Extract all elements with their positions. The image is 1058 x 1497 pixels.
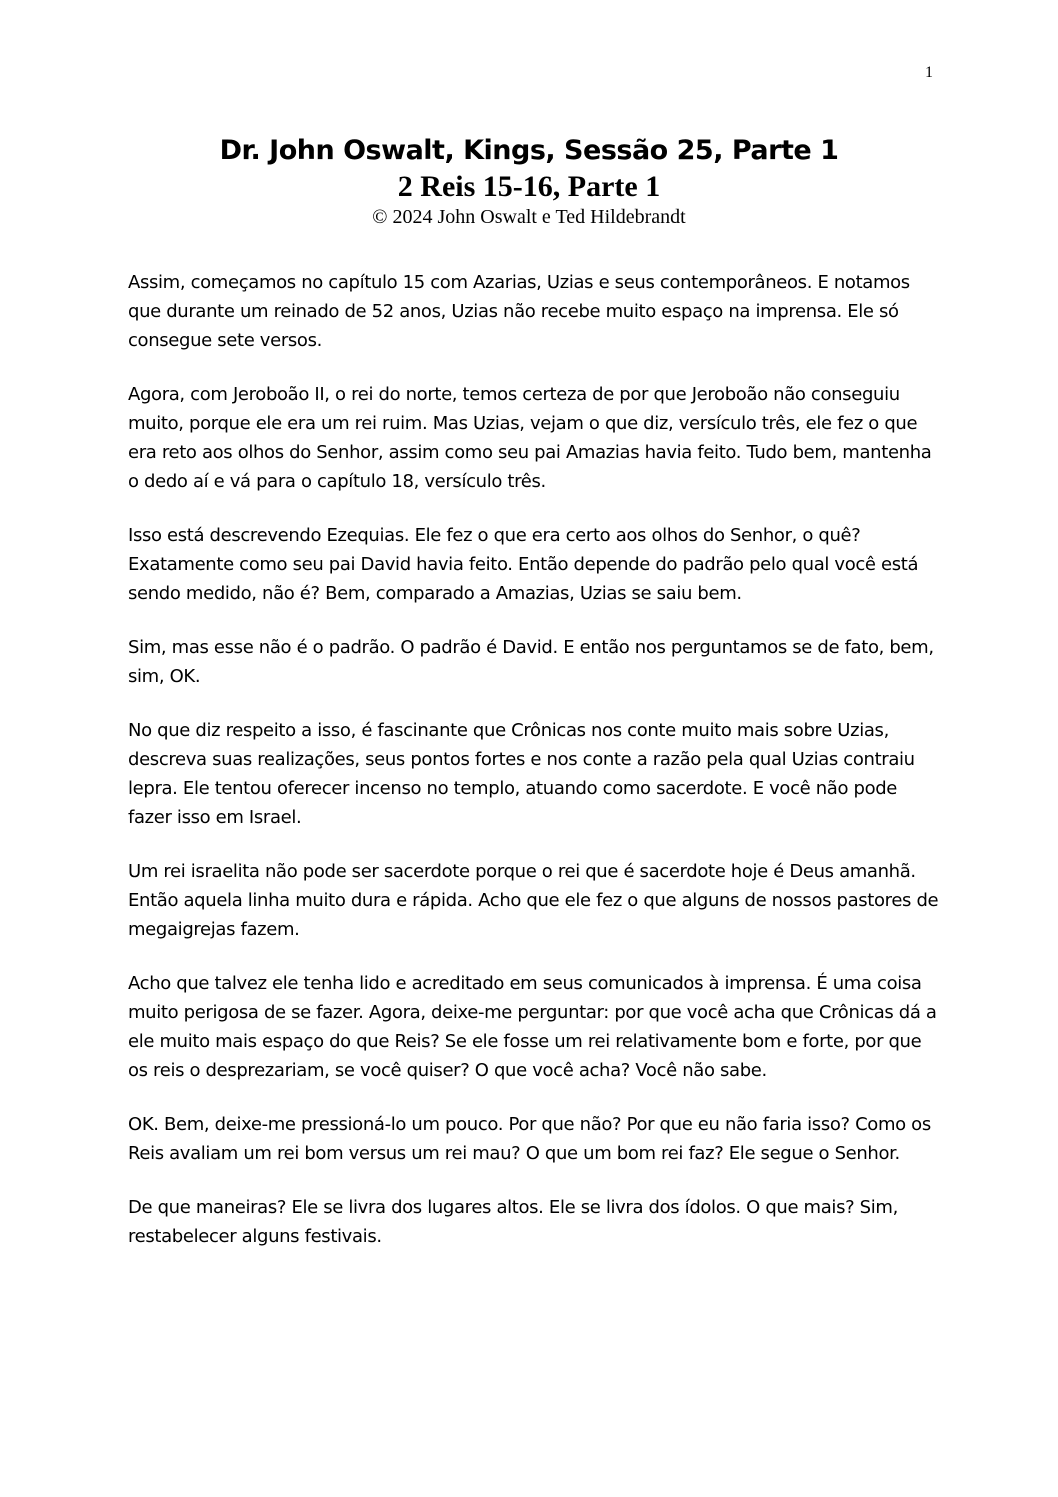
paragraph-7: Acho que talvez ele tenha lido e acreditado em seus comunicados à imprensa. É uma coisa muito perigosa de se fazer. Agora, deixe-me perguntar: por que você acha que Crônicas dá a ele muito mais espaço do que Reis? Se ele fosse um rei relativamente bom e forte, por que os reis o desprezariam, se você quiser? O que você acha? Você não sabe.	[128, 973, 937, 1081]
paragraph-4: Sim, mas esse não é o padrão. O padrão é David. E então nos perguntamos se de fato, bem, sim, OK.	[128, 637, 934, 687]
paragraph-1: Assim, começamos no capítulo 15 com Azarias, Uzias e seus contemporâneos. E notamos que durante um reinado de 52 anos, Uzias não recebe muito espaço na imprensa. Ele só consegue sete versos.	[128, 272, 910, 351]
paragraph-2: Agora, com Jeroboão II, o rei do norte, temos certeza de por que Jeroboão não conseguiu muito, porque ele era um rei ruim. Mas Uzias, vejam o que diz, versículo três, ele fez o que era reto aos olhos do Senhor, assim como seu pai Amazias havia feito. Tudo bem, mantenha o dedo aí e vá para o capítulo 18, versículo três.	[128, 384, 932, 492]
paragraph-9: De que maneiras? Ele se livra dos lugares altos. Ele se livra dos ídolos. O que mais? Sim, restabelecer alguns festivais.	[128, 1197, 898, 1247]
paragraph-8: OK. Bem, deixe-me pressioná-lo um pouco. Por que não? Por que eu não faria isso? Como os Reis avaliam um rei bom versus um rei mau? O que um bom rei faz? Ele segue o Senhor.	[128, 1114, 931, 1164]
paragraph-3: Isso está descrevendo Ezequias. Ele fez o que era certo aos olhos do Senhor, o quê? Exatamente como seu pai David havia feito. Então depende do padrão pelo qual você está sendo medido, não é? Bem, comparado a Amazias, Uzias se saiu bem.	[128, 525, 919, 604]
copyright-notice: © 2024 John Oswalt e Ted Hildebrandt	[372, 206, 686, 228]
document-subtitle: 2 Reis 15-16, Parte 1	[397, 170, 661, 203]
document-title: Dr. John Oswalt, Kings, Sessão 25, Parte 1	[219, 135, 839, 166]
document-header	[0, 133, 1058, 229]
page-number: 1	[925, 64, 933, 81]
paragraph-5: No que diz respeito a isso, é fascinante que Crônicas nos conte muito mais sobre Uzias, descreva suas realizações, seus pontos fortes e nos conte a razão pela qual Uzias contraiu lepra. Ele tentou oferecer incenso no templo, atuando como sacerdote. E você não pode fazer isso em Israel.	[128, 720, 915, 828]
paragraph-6: Um rei israelita não pode ser sacerdote porque o rei que é sacerdote hoje é Deus amanhã. Então aquela linha muito dura e rápida. Acho que ele fez o que alguns de nossos pastores de megaigrejas fazem.	[128, 861, 939, 940]
transcript-body	[128, 268, 943, 1276]
